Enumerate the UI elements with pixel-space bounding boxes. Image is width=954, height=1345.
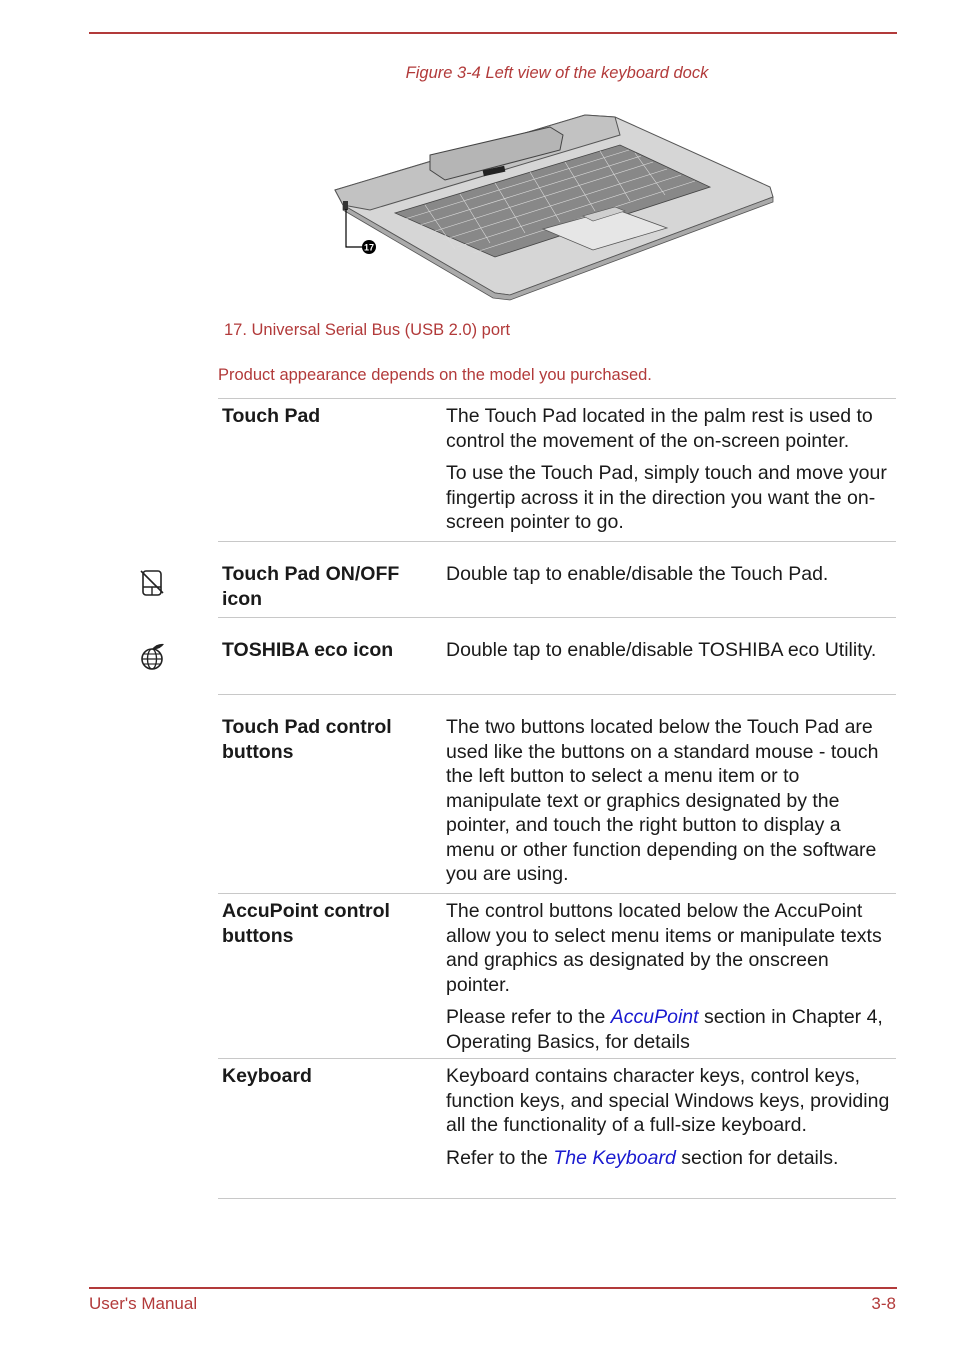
term-keyboard: Keyboard	[222, 1065, 312, 1087]
desc-paragraph: Double tap to enable/disable the Touch Pad.	[446, 563, 829, 585]
toshiba-eco-icon	[138, 642, 168, 672]
term-accupoint-control-buttons: AccuPoint control buttons	[222, 900, 390, 947]
table-row	[218, 893, 896, 1058]
table-row	[218, 617, 896, 694]
page-number: 3-8	[871, 1294, 896, 1313]
footer-manual-title: User's Manual	[89, 1294, 198, 1313]
desc-paragraph: To use the Touch Pad, simply touch and move your fingertip across it in the direction you want the on-screen pointer to go.	[446, 462, 887, 533]
component-table	[218, 398, 896, 1199]
footer-rule	[89, 1287, 897, 1289]
ref-text: section in Chapter 4, Operating Basics, for details	[446, 1006, 883, 1053]
figure-legend: 17. Universal Serial Bus (USB 2.0) port	[224, 321, 511, 339]
desc-reference	[446, 1005, 892, 1054]
term-toshiba-eco: TOSHIBA eco icon	[222, 639, 394, 661]
usb-port	[343, 201, 348, 210]
accupoint-link[interactable]: AccuPoint	[610, 1006, 699, 1028]
table-row	[218, 1058, 896, 1199]
desc-keyboard	[442, 1059, 896, 1198]
desc-touch-pad-onoff	[442, 557, 896, 617]
appearance-note: Product appearance depends on the model you purchased.	[218, 366, 652, 384]
desc-reference	[446, 1146, 892, 1171]
table-row	[218, 694, 896, 893]
figure-caption: Figure 3-4 Left view of the keyboard dock	[405, 64, 709, 82]
header-rule	[89, 32, 897, 34]
ref-text: Please refer to the	[446, 1006, 611, 1028]
table-row	[218, 398, 896, 541]
desc-toshiba-eco	[442, 633, 896, 694]
term-touch-pad-onoff: Touch Pad ON/OFF icon	[222, 563, 400, 610]
desc-accupoint-control-buttons	[442, 894, 896, 1058]
desc-paragraph: Double tap to enable/disable TOSHIBA eco Utility.	[446, 639, 877, 661]
desc-paragraph: The Touch Pad located in the palm rest is used to control the movement of the on-screen pointer.	[446, 405, 873, 452]
keyboard-dock-illustration	[325, 105, 780, 305]
term-touch-pad-control-buttons: Touch Pad control buttons	[222, 716, 392, 763]
desc-touch-pad	[442, 399, 896, 541]
desc-paragraph: The control buttons located below the AccuPoint allow you to select menu items or manipulate texts and graphics as designated by the onscreen pointer.	[446, 900, 882, 996]
desc-touch-pad-control-buttons	[442, 710, 896, 893]
callout-number: 17	[363, 242, 375, 253]
the-keyboard-link[interactable]: The Keyboard	[553, 1146, 676, 1169]
desc-paragraph: The two buttons located below the Touch Pad are used like the buttons on a standard mouse - touch the left button to select a menu item or to manipulate text or graphics designated by the pointer, and touch the right button to display a menu or other function depending on the software you are using.	[446, 716, 879, 885]
table-row	[218, 541, 896, 617]
desc-paragraph: Keyboard contains character keys, control keys, function keys, and special Windows keys, providing all the functionality of a full-size keyboard.	[446, 1065, 890, 1136]
touchpad-onoff-icon	[138, 568, 168, 598]
ref-text: Refer to the	[446, 1146, 554, 1169]
term-touch-pad: Touch Pad	[222, 405, 321, 427]
ref-text: section for details.	[675, 1146, 839, 1169]
